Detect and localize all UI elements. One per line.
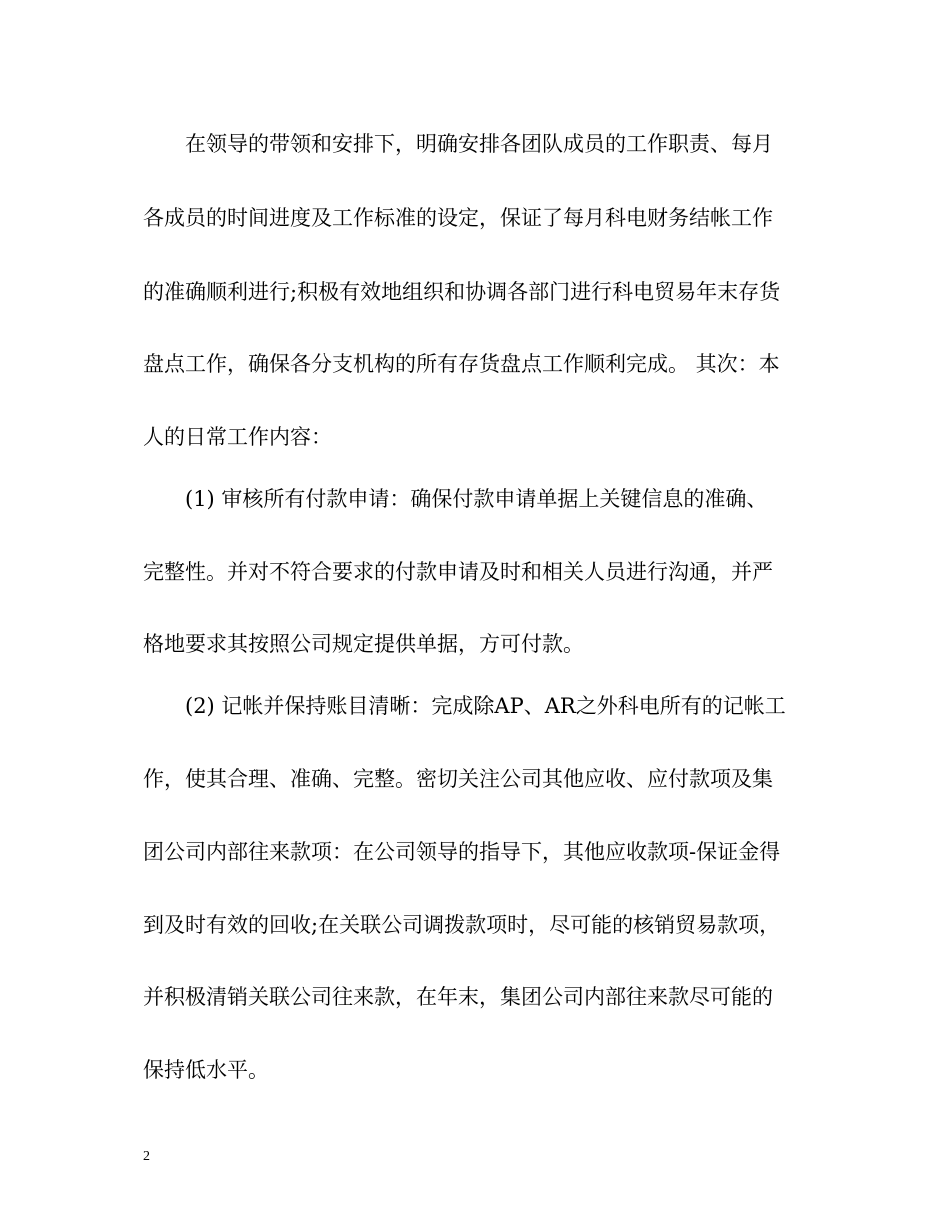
paragraph-line: 的准确顺利进行;积极有效地组织和协调各部门进行科电贸易年末存货 (143, 280, 781, 304)
list-item-line: 到及时有效的回收;在关联公司调拨款项时，尽可能的核销贸易款项， (143, 913, 781, 937)
list-item-line: 团公司内部往来款项：在公司领导的指导下，其他应收款项-保证金得 (143, 840, 781, 864)
paragraph-line: 人的日常工作内容： (143, 425, 332, 449)
list-item-line: 保持低水平。 (143, 1058, 269, 1082)
paragraph-line: 各成员的时间进度及工作标准的设定，保证了每月科电财务结帐工作 (143, 206, 773, 230)
paragraph-line: 在领导的带领和安排下，明确安排各团队成员的工作职责、每月 (185, 132, 773, 156)
list-item-line: 作，使其合理、准确、完整。密切关注公司其他应收、应付款项及集 (143, 767, 773, 791)
list-item-line: 并积极清销关联公司往来款，在年末，集团公司内部往来款尽可能的 (143, 985, 773, 1009)
list-item-line: 格地要求其按照公司规定提供单据，方可付款。 (143, 632, 584, 656)
paragraph-line: 盘点工作，确保各分支机构的所有存货盘点工作顺利完成。 其次：本 (143, 352, 780, 376)
list-item-line: 完整性。并对不符合要求的付款申请及时和相关人员进行沟通，并严 (143, 560, 773, 584)
list-item-line: (2) 记帐并保持账目清晰：完成除AP、AR之外科电所有的记帐工 (185, 694, 786, 718)
page-number: 2 (143, 1149, 150, 1164)
list-item-line: (1) 审核所有付款申请：确保付款申请单据上关键信息的准确、 (185, 487, 768, 511)
